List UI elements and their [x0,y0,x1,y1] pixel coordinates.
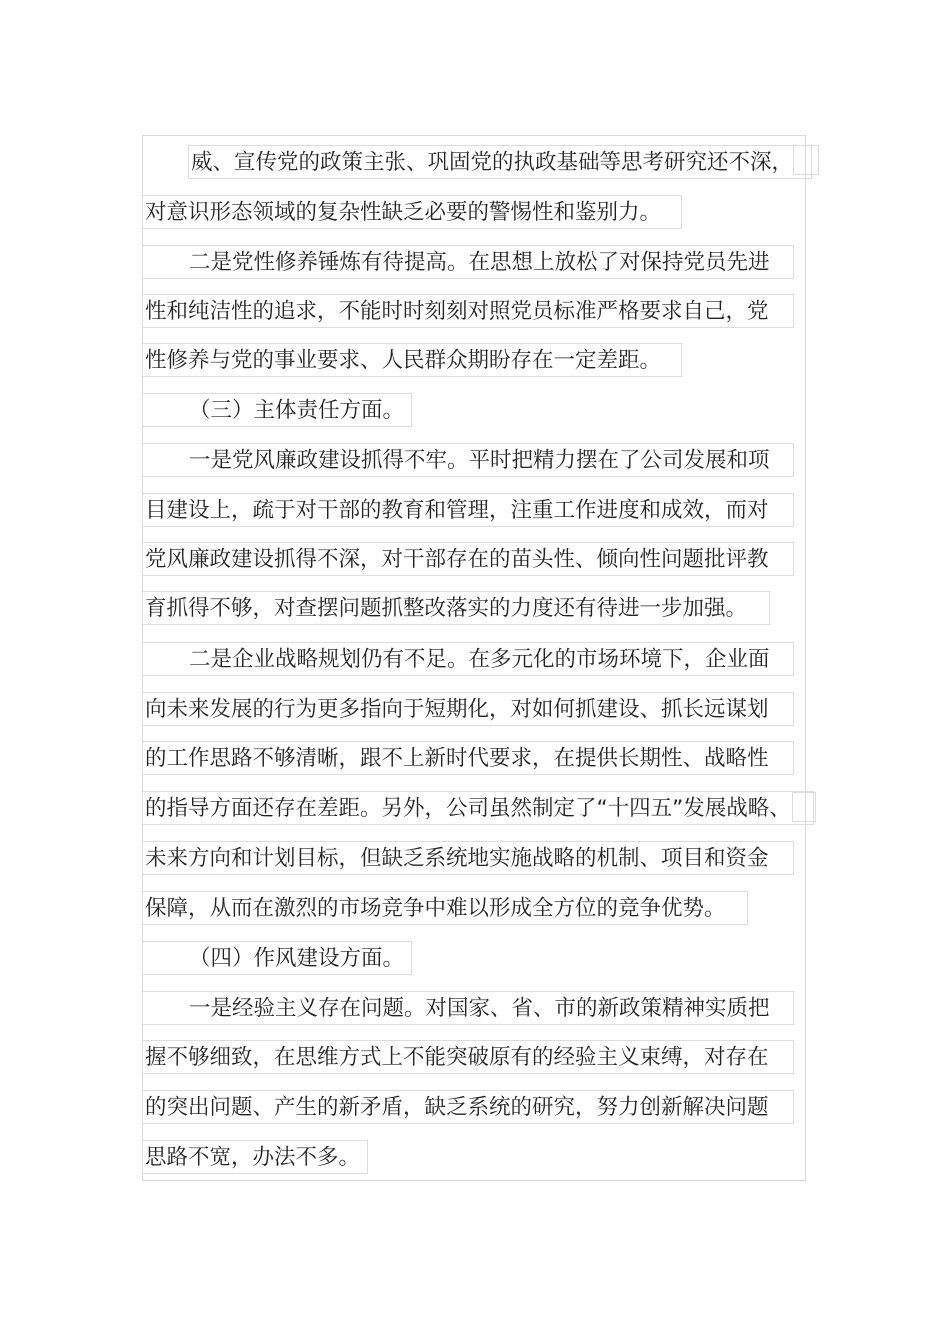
paragraph-start-line: 一是党风廉政建设抓得不牢。平时把精力摆在了公司发展和项 [142,443,794,477]
section-heading-3: （三）主体责任方面。 [142,393,412,427]
text-line: 的指导方面还存在差距。另外，公司虽然制定了“十四五”发展战略、 [142,791,814,825]
text-line: 性和纯洁性的追求，不能时时刻刻对照党员标准严格要求自己，党 [142,294,794,328]
text-line: 目建设上，疏于对干部的教育和管理，注重工作进度和成效，而对 [142,493,794,527]
text-line: 对意识形态领域的复杂性缺乏必要的警惕性和鉴别力。 [142,195,682,229]
text-line: 的工作思路不够清晰，跟不上新时代要求，在提供长期性、战略性 [142,741,794,775]
text-line: 思路不宽，办法不多。 [142,1140,368,1174]
paragraph-start-line: 一是经验主义存在问题。对国家、省、市的新政策精神实质把 [142,991,794,1025]
text-line: 向未来发展的行为更多指向于短期化，对如何抓建设、抓长远谋划 [142,692,794,726]
paragraph-start-line: 二是党性修养锤炼有待提高。在思想上放松了对保持党员先进 [142,245,794,279]
text-line: 性修养与党的事业要求、人民群众期盼存在一定差距。 [142,343,682,377]
text-line: 威、宣传党的政策主张、巩固党的执政基础等思考研究还不深， [188,145,812,179]
line-end-box [792,792,816,822]
text-line: 未来方向和计划目标，但缺乏系统地实施战略的机制、项目和资金 [142,841,794,875]
section-heading-4: （四）作风建设方面。 [142,941,412,975]
text-line: 育抓得不够，对查摆问题抓整改落实的力度还有待进一步加强。 [142,591,770,625]
paragraph-start-line: 二是企业战略规划仍有不足。在多元化的市场环境下，企业面 [142,642,794,676]
text-line: 的突出问题、产生的新矛盾，缺乏系统的研究，努力创新解决问题 [142,1090,794,1124]
text-line: 保障，从而在激烈的市场竞争中难以形成全方位的竞争优势。 [142,891,748,925]
line-end-box [793,145,819,175]
text-line: 党风廉政建设抓得不深，对干部存在的苗头性、倾向性问题批评教 [142,542,794,576]
text-line: 握不够细致，在思维方式上不能突破原有的经验主义束缚，对存在 [142,1040,794,1074]
